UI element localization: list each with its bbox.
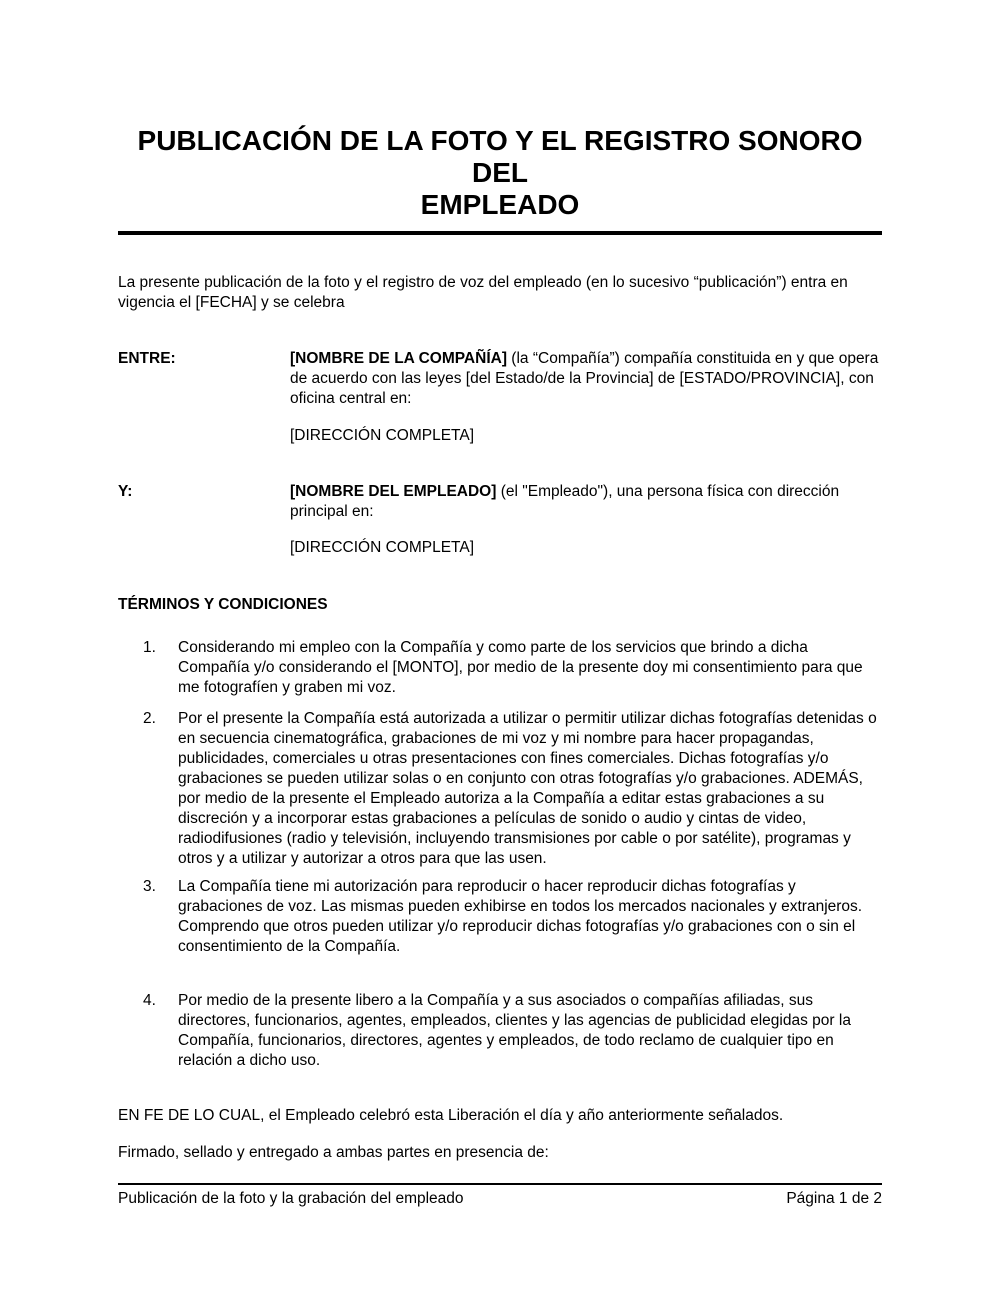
footer-divider-rule — [118, 1183, 882, 1185]
terms-heading: TÉRMINOS Y CONDICIONES — [118, 596, 328, 613]
employee-name-placeholder: [NOMBRE DEL EMPLEADO] — [290, 483, 497, 500]
footer-row — [118, 1189, 882, 1209]
party-entre-description-text: (la “Compañía”) compañía constituida en y que opera de acuerdo con las leyes [del Estado/de la Provincia] de [ESTADO/PROVINCIA], con oficina central en: — [290, 350, 879, 407]
term-item-1 — [118, 638, 882, 698]
closing-signed-paragraph: Firmado, sellado y entregado a ambas partes en presencia de: — [118, 1144, 549, 1161]
party-y-description — [290, 482, 882, 522]
term-item-2-number: 2. — [143, 710, 156, 727]
page-footer — [118, 1183, 882, 1209]
party-entre-content — [290, 349, 882, 446]
footer-document-name: Publicación de la foto y la grabación del empleado — [118, 1190, 464, 1207]
party-y-content — [290, 482, 882, 558]
party-y-label: Y: — [118, 483, 133, 500]
term-item-1-text: Considerando mi empleo con la Compañía y como parte de los servicios que brindo a dicha Compañía y/o considerando el [MONTO], por medio de la presente doy mi consentimiento para que me fotografíen y graben mi voz. — [178, 639, 863, 696]
party-entre-description — [290, 349, 882, 409]
term-item-3 — [118, 877, 882, 957]
terms-list — [118, 638, 882, 1071]
term-item-3-number: 3. — [143, 878, 156, 895]
term-item-1-number: 1. — [143, 639, 156, 656]
term-item-4-text: Por medio de la presente libero a la Compañía y a sus asociados o compañías afiliadas, sus directores, funcionarios, agentes, empleados, clientes y las agencias de publicidad elegidas por la Compañía, funcionarios, directores, agentes y empleados, de todo reclamo de cualquier tipo en relación a dicho uso. — [178, 992, 851, 1069]
party-y-address-placeholder: [DIRECCIÓN COMPLETA] — [290, 539, 475, 556]
term-item-3-text: La Compañía tiene mi autorización para reproducir o hacer reproducir dichas fotografías y grabaciones de voz. Las mismas pueden exhibirse en todos los mercados nacionales y extranjeros. Comprendo que otros pueden utilizar y/o reproducir dichas fotografías y/o grabaciones con o sin el consentimiento de la Compañía. — [178, 878, 863, 955]
document-title — [118, 0, 882, 221]
term-item-2 — [118, 709, 882, 869]
term-item-2-text: Por el presente la Compañía está autorizada a utilizar o permitir utilizar dichas fotografías detenidas o en secuencia cinematográfica, grabaciones de mi voz y mi nombre para hacer propagandas, publicidades, comerciales u otras presentaciones con fines comerciales. Dichas fotografías y/o grabaciones se pueden utilizar solas o en conjunto con otras fotografías y/o grabaciones. ADEMÁS, por medio de la presente el Empleado autoriza a la Compañía a editar estas grabaciones a su discreción y a incorporar estas grabaciones a películas de sonido o audio y cintas de video, radiodifusiones (radio y televisión, incluyendo transmisiones por cable o por satélite), programas y otros y a utilizar y autorizar a otros para que las usen. — [178, 710, 877, 867]
party-entre-address-placeholder: [DIRECCIÓN COMPLETA] — [290, 427, 475, 444]
company-name-placeholder: [NOMBRE DE LA COMPAÑÍA] — [290, 350, 507, 367]
party-y-description-text: (el "Empleado"), una persona física con dirección principal en: — [290, 483, 840, 520]
party-entre-label: ENTRE: — [118, 350, 176, 367]
footer-page-number: Página 1 de 2 — [786, 1190, 882, 1207]
document-title-line2: EMPLEADO — [420, 189, 580, 220]
term-item-4 — [118, 991, 882, 1071]
term-item-4-number: 4. — [143, 992, 156, 1009]
party-row-entre — [118, 349, 882, 446]
intro-paragraph: La presente publicación de la foto y el registro de voz del empleado (en lo sucesivo “publicación”) entra en vigencia el [FECHA] y se celebra — [118, 274, 848, 311]
document-title-line1: PUBLICACIÓN DE LA FOTO Y EL REGISTRO SONORO DEL — [137, 125, 863, 188]
title-divider-rule — [118, 231, 882, 235]
party-row-y — [118, 482, 882, 558]
closing-witness-paragraph: EN FE DE LO CUAL, el Empleado celebró esta Liberación el día y año anteriormente señalados. — [118, 1107, 784, 1124]
